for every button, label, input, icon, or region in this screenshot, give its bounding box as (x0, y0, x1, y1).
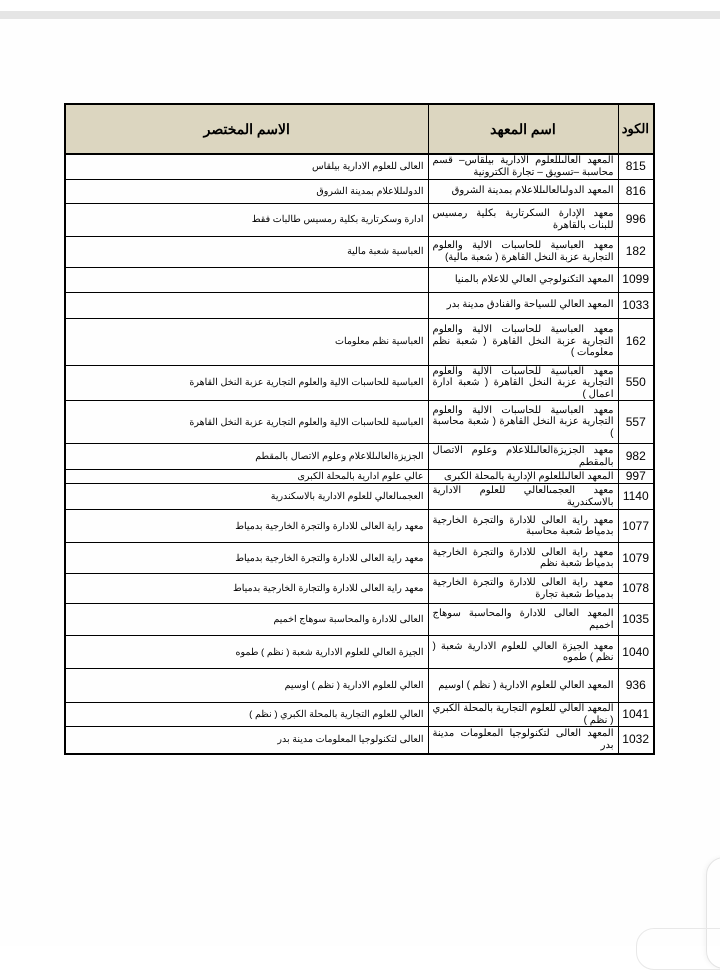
table-row (65, 236, 654, 267)
row-code: 550 (618, 365, 654, 401)
row-institute-name: المعهد العالىللعلوم الادارية بيلقاس– قسم محاسبة –تسويق – تجارة الكترونية (428, 154, 618, 179)
row-code: 1079 (618, 543, 654, 574)
row-short-name: الجزيزةالعالىللاعلام وعلوم الاتصال بالمقطم (65, 444, 428, 470)
row-institute-name: معهد الجيزة العالي للعلوم الادارية شعبة ( نظم ) طموه (428, 636, 618, 669)
row-institute-name: معهد راية العالى للادارة والتجرة الخارجية بدمياط شعبة محاسبة (428, 510, 618, 543)
row-short-name: معهد راية العالى للادارة والتجرة الخارجية بدمياط (65, 543, 428, 574)
row-institute-name: معهد العباسية للحاسبات الالية والعلوم التجارية عزبة النخل القاهرة ( شعبة ادارة اعمال ) (428, 365, 618, 401)
row-code: 1033 (618, 292, 654, 318)
table-row (65, 203, 654, 236)
row-institute-name: معهد العباسية للحاسبات الالية والعلوم التجارية عزبة النخل القاهرة ( شعبة مالية) (428, 236, 618, 267)
table-row (65, 669, 654, 703)
row-institute-name: معهد العجمىالعالي للعلوم الادارية بالاسكندرية (428, 484, 618, 510)
row-code: 1140 (618, 484, 654, 510)
row-institute-name: معهد العباسية للحاسبات الالية والعلوم التجارية عزبة النخل القاهرة ( شعبة نظم معلومات ) (428, 318, 618, 365)
row-code: 557 (618, 401, 654, 444)
row-institute-name: المعهد العالىللعلوم الإدارية بالمحلة الكبرى (428, 470, 618, 484)
row-short-name: الدولىللاعلام بمدينة الشروق (65, 179, 428, 203)
row-institute-name: معهد راية العالى للادارة والتجرة الخارجية بدمياط شعبة نظم (428, 543, 618, 574)
row-institute-name: معهد الجزيزةالعالىللاعلام وعلوم الاتصال بالمقطم (428, 444, 618, 470)
table-row (65, 365, 654, 401)
row-short-name: العالى لتكنولوجيا المعلومات مدينة بدر (65, 727, 428, 754)
row-code: 162 (618, 318, 654, 365)
viewer-top-bar (0, 11, 720, 19)
row-short-name: العالي للعلوم التجارية بالمحلة الكبري ( نظم ) (65, 703, 428, 727)
row-short-name: ادارة وسكرتارية بكلية رمسيس طالبات فقط (65, 203, 428, 236)
table-row (65, 604, 654, 636)
row-code: 816 (618, 179, 654, 203)
table-row (65, 401, 654, 444)
row-institute-name: المعهد العالى للادارة والمحاسبة سوهاج اخميم (428, 604, 618, 636)
row-institute-name: المعهد العالى لتكنولوجيا المعلومات مدينة بدر (428, 727, 618, 754)
row-short-name: العالي للعلوم الادارية ( نظم ) اوسيم (65, 669, 428, 703)
table-row (65, 292, 654, 318)
table-row (65, 703, 654, 727)
row-institute-name: المعهد العالي للعلوم التجارية بالمحلة الكبري ( نظم ) (428, 703, 618, 727)
row-short-name: العباسية شعبة مالية (65, 236, 428, 267)
row-short-name: الجيزة العالي للعلوم الادارية شعبة ( نظم ) طموه (65, 636, 428, 669)
table-row (65, 484, 654, 510)
row-short-name: العباسية نظم معلومات (65, 318, 428, 365)
row-code: 982 (618, 444, 654, 470)
table-row (65, 727, 654, 754)
header-code: الكود (618, 104, 654, 154)
header-short-name: الاسم المختصر (65, 104, 428, 154)
row-short-name: العجمىالعالي للعلوم الادارية بالاسكندرية (65, 484, 428, 510)
row-code: 936 (618, 669, 654, 703)
row-code: 1099 (618, 267, 654, 292)
table-row (65, 179, 654, 203)
table-row (65, 318, 654, 365)
row-code: 1078 (618, 574, 654, 604)
row-code: 997 (618, 470, 654, 484)
table-row (65, 636, 654, 669)
table-row (65, 470, 654, 484)
row-short-name: معهد راية العالى للادارة والتجارة الخارجية بدمياط (65, 574, 428, 604)
table-row (65, 444, 654, 470)
institutes-table (64, 103, 655, 755)
row-institute-name: المعهد الدولىالعالىللاعلام بمدينة الشروق (428, 179, 618, 203)
row-short-name (65, 267, 428, 292)
row-institute-name: المعهد التكنولوجي العالي للاعلام بالمنيا (428, 267, 618, 292)
table-header-row (65, 104, 654, 154)
row-code: 1040 (618, 636, 654, 669)
row-code: 1041 (618, 703, 654, 727)
table-row (65, 154, 654, 179)
row-short-name: معهد راية العالى للادارة والتجرة الخارجية بدمياط (65, 510, 428, 543)
row-code: 1032 (618, 727, 654, 754)
row-code: 815 (618, 154, 654, 179)
row-code: 1035 (618, 604, 654, 636)
row-code: 996 (618, 203, 654, 236)
row-short-name: العباسية للحاسبات الالية والعلوم التجارية عزبة النخل القاهرة (65, 401, 428, 444)
table-row (65, 510, 654, 543)
row-institute-name: معهد راية العالى للادارة والتجرة الخارجية بدمياط شعبة تجارة (428, 574, 618, 604)
table-row (65, 267, 654, 292)
row-short-name: العالى للعلوم الادارية بيلقاس (65, 154, 428, 179)
row-short-name (65, 292, 428, 318)
header-institute-name: اسم المعهد (428, 104, 618, 154)
row-short-name: العالى للادارة والمحاسبة سوهاج اخميم (65, 604, 428, 636)
row-code: 1077 (618, 510, 654, 543)
row-institute-name: المعهد العالي للسياحة والفنادق مدينة بدر (428, 292, 618, 318)
row-code: 182 (618, 236, 654, 267)
table-row (65, 574, 654, 604)
table-row (65, 543, 654, 574)
row-short-name: عالي علوم ادارية بالمحلة الكبرى (65, 470, 428, 484)
row-institute-name: معهد العباسية للحاسبات الالية والعلوم التجارية عزبة النخل القاهرة ( شعبة محاسبة ) (428, 401, 618, 444)
row-short-name: العباسية للحاسبات الالية والعلوم التجارية عزبة النخل القاهرة (65, 365, 428, 401)
row-institute-name: المعهد العالي للعلوم الادارية ( نظم ) اوسيم (428, 669, 618, 703)
row-institute-name: معهد الإدارة السكرتارية بكلية رمسيس للبنات بالقاهرة (428, 203, 618, 236)
page-curl-shadow-lower (636, 928, 720, 970)
